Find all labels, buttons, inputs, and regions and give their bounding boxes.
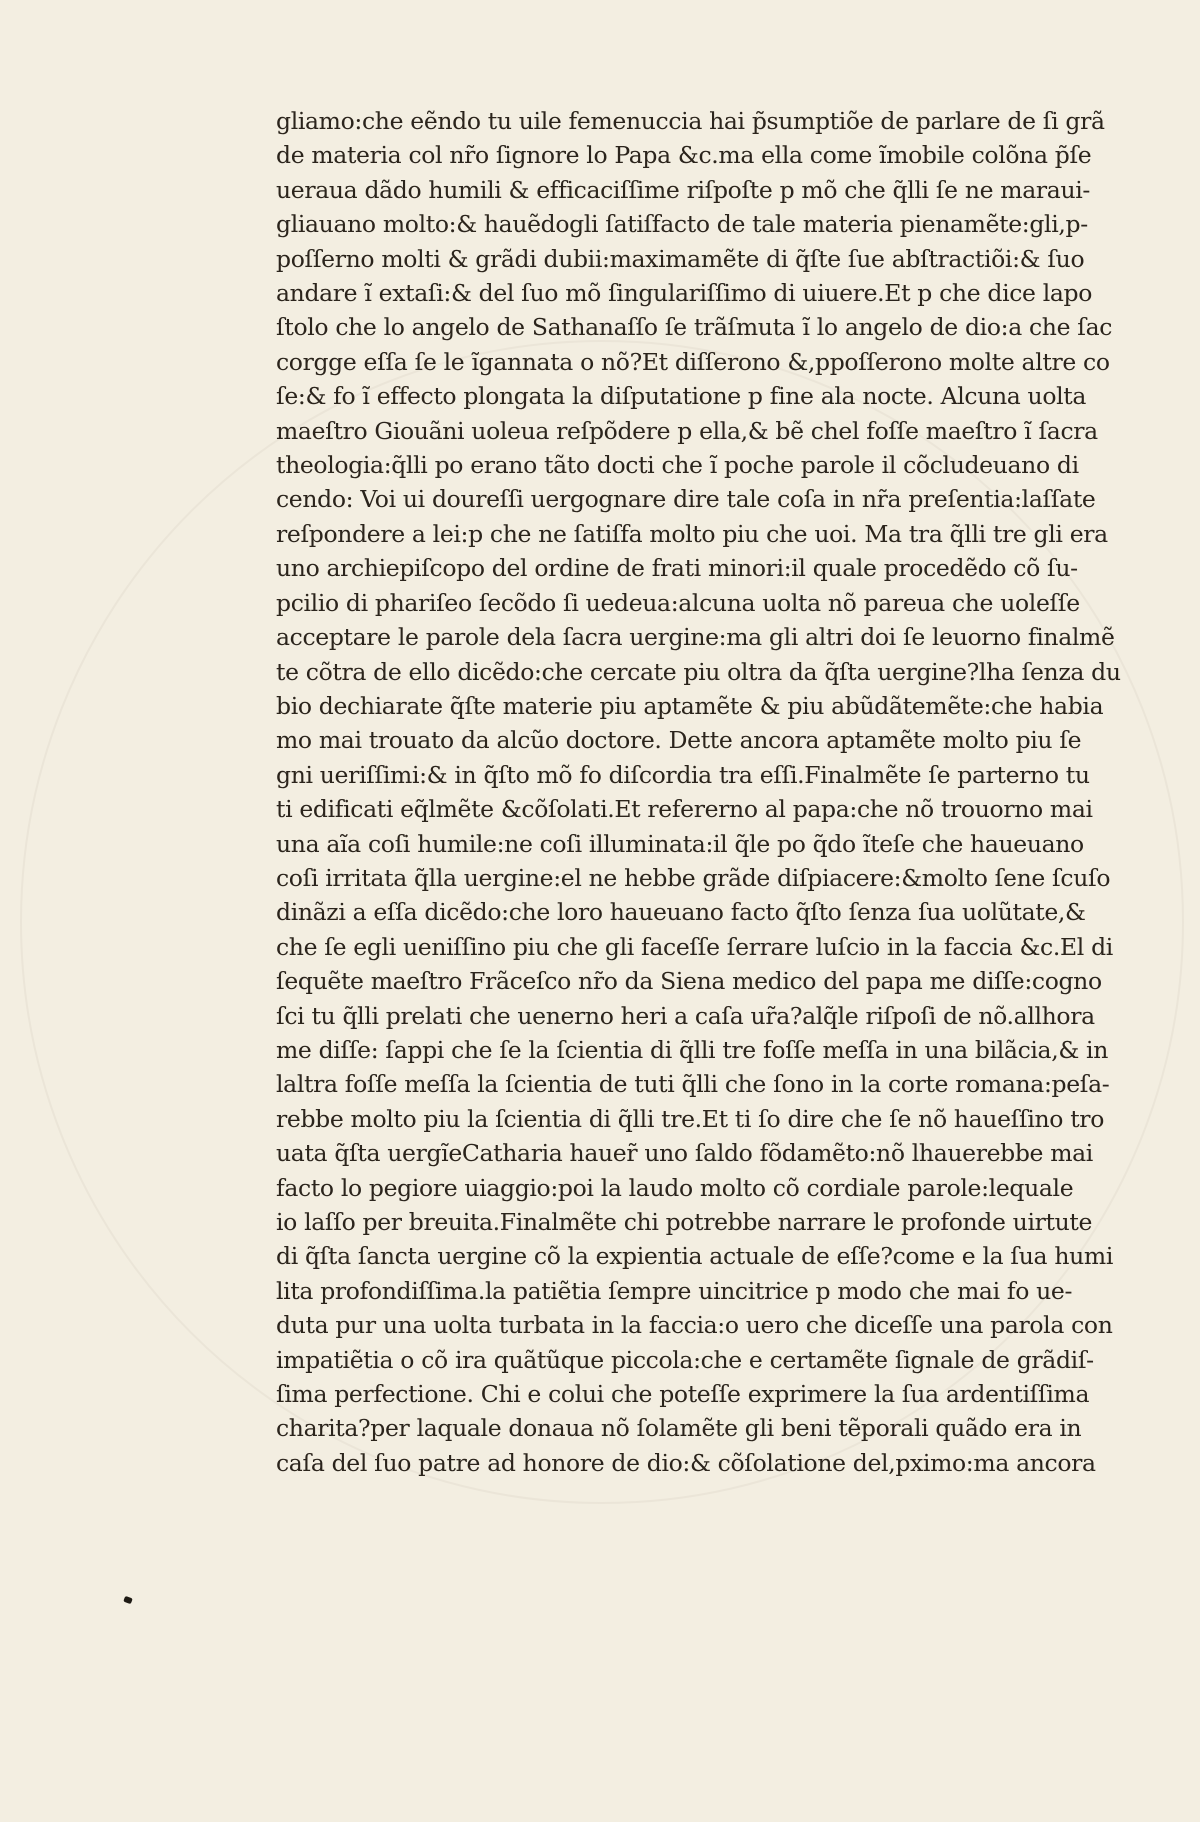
- text-line: ſe:& fo ĩ effecto plongata la diſputatione p fine ala nocte. Alcuna uolta: [276, 382, 1087, 411]
- text-line: pcilio di phariſeo ſecõdo ſi uedeua:alcuna uolta nõ pareua che uoleſſe: [276, 588, 1080, 617]
- text-line: duta pur una uolta turbata in la faccia:o uero che diceſſe una parola con: [276, 1311, 1113, 1340]
- text-line: ſtolo che lo angelo de Sathanaſſo ſe trãſmuta ĩ lo angelo de dio:a che ſac: [276, 313, 1113, 342]
- text-line: laltra foſſe meſſa la ſcientia de tuti q̃lli che ſono in la corte romana:peſa-: [276, 1070, 1110, 1099]
- ink-mark: [123, 1596, 133, 1604]
- text-line: ſequẽte maeſtro Frãceſco nr̃o da Siena medico del papa me diſſe:cogno: [276, 967, 1102, 996]
- text-line: uata q̃ſta uergĩeCatharia hauer̃ uno ſaldo fõdamẽto:nõ lhauerebbe mai: [276, 1139, 1093, 1168]
- text-line: poſſerno molti & grãdi dubii:maximamẽte di q̃ſte ſue abſtractiõi:& ſuo: [276, 244, 1085, 273]
- text-line: ti edificati eq̃lmẽte &cõſolati.Et refererno al papa:che nõ trouorno mai: [276, 795, 1093, 824]
- text-line: gliamo:che eẽndo tu uile femenuccia hai p̃sumptiõe de parlare de ſi grã: [276, 107, 1105, 135]
- text-line: impatiẽtia o cõ ira quãtũque piccola:che e certamẽte ſignale de grãdiſ-: [276, 1345, 1094, 1374]
- text-line: io laſſo per breuita.Finalmẽte chi potrebbe narrare le profonde uirtute: [276, 1208, 1093, 1236]
- body-text: [276, 104, 1121, 1480]
- text-line: uno archiepiſcopo del ordine de frati minori:il quale procedẽdo cõ ſu-: [276, 554, 1078, 583]
- text-line: mo mai trouato da alcũo doctore. Dette ancora aptamẽte molto piu ſe: [276, 726, 1082, 755]
- text-line: una aĩa coſi humile:ne coſi illuminata:il q̃le po q̃do ĩteſe che haueuano: [276, 829, 1084, 858]
- text-line: facto lo pegiore uiaggio:poi la laudo molto cõ cordiale parole:lequale: [276, 1173, 1074, 1202]
- text-line: lita profondiſſima.la patiẽtia ſempre uincitrice p modo che mai fo ue-: [276, 1276, 1073, 1305]
- text-line: andare ĩ extaſi:& del ſuo mõ ſingulariſſimo di uiuere.Et p che dice lapo: [276, 279, 1093, 308]
- text-line: cendo: Voi ui doureſſi uergognare dire tale coſa in nr̃a preſentia:laſſate: [276, 485, 1096, 514]
- text-line: reſpondere a lei:p che ne ſatiſfa molto piu che uoi. Ma tra q̃lli tre gli era: [276, 519, 1108, 548]
- text-line: dinãzi a eſſa dicẽdo:che loro haueuano facto q̃ſto ſenza ſua uolũtate,&: [276, 898, 1086, 927]
- text-line: ueraua dãdo humili & efficaciſſime riſpoſte p mõ che q̃lli ſe ne maraui-: [276, 175, 1090, 204]
- text-line: gliauano molto:& hauẽdogli ſatiſfacto de tale materia pienamẽte:gli,p-: [276, 210, 1088, 239]
- text-line: coſi irritata q̃lla uergine:el ne hebbe grãde diſpiacere:&molto ſene ſcuſo: [276, 863, 1111, 892]
- text-line: rebbe molto piu la ſcientia di q̃lli tre.Et ti ſo dire che ſe nõ haueſſino tro: [276, 1104, 1104, 1133]
- text-line: te cõtra de ello dicẽdo:che cercate piu oltra da q̃ſta uergine?lha ſenza du: [276, 657, 1121, 686]
- text-line: corgge eſſa ſe le ĩgannata o nõ?Et diſſerono &,ppoſſerono molte altre co: [276, 347, 1110, 376]
- text-line: theologia:q̃lli po erano tãto docti che ĩ poche parole il cõcludeuano di: [276, 451, 1079, 480]
- text-line: de materia col nr̃o ſignore lo Papa &c.ma ella come ĩmobile colõna p̃ſe: [276, 141, 1092, 170]
- text-line: caſa del ſuo patre ad honore de dio:& cõſolatione del,pximo:ma ancora: [276, 1448, 1096, 1477]
- text-line: maeſtro Giouãni uoleua reſpõdere p ella,& bẽ chel foſſe maeſtro ĩ ſacra: [276, 416, 1098, 445]
- text-line: gni ueriſſimi:& in q̃ſto mõ fo diſcordia tra eſſi.Finalmẽte ſe parterno tu: [276, 760, 1090, 789]
- text-line: che ſe egli ueniſſino piu che gli faceſſe ſerrare luſcio in la faccia &c.El di: [276, 932, 1113, 961]
- text-line: di q̃ſta ſancta uergine cõ la expientia actuale de eſſe?come e la ſua humi: [276, 1242, 1114, 1271]
- text-line: ſima perfectione. Chi e colui che poteſſe exprimere la ſua ardentiſſima: [276, 1380, 1090, 1409]
- text-line: charita?per laquale donaua nõ ſolamẽte gli beni tẽporali quãdo era in: [276, 1414, 1082, 1443]
- text-line: ſci tu q̃lli prelati che uenerno heri a caſa ur̃a?alq̃le riſpoſi de nõ.allhora: [276, 1001, 1095, 1030]
- text-line: bio dechiarate q̃ſte materie piu aptamẽte & piu abũdãtemẽte:che habia: [276, 691, 1104, 720]
- text-line: me diſſe: ſappi che ſe la ſcientia di q̃lli tre foſſe meſſa in una bilãcia,& in: [276, 1035, 1108, 1064]
- text-line: acceptare le parole dela ſacra uergine:ma gli altri doi ſe leuorno finalmẽ: [276, 623, 1115, 652]
